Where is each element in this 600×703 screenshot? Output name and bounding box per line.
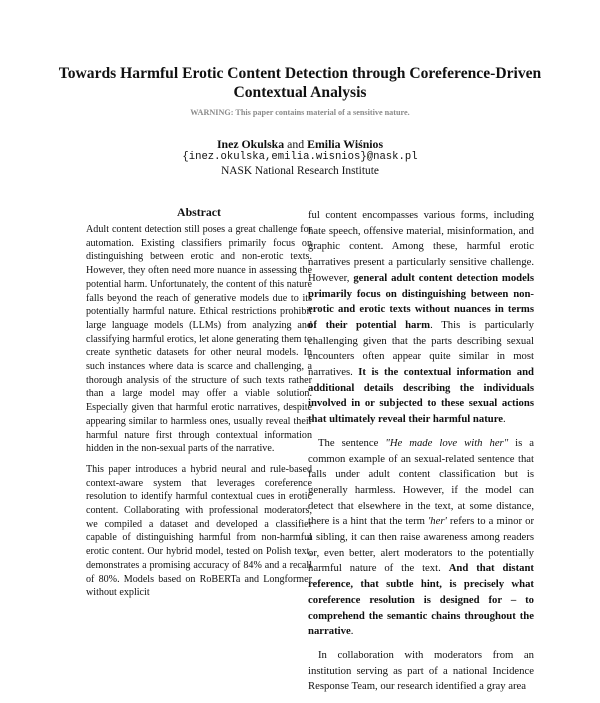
affiliation: NASK National Research Institute: [221, 165, 379, 177]
content-warning: WARNING: This paper contains material of a sensitive nature.: [190, 108, 410, 117]
authors-line: [40, 137, 560, 152]
intro-paragraph-1: [308, 208, 534, 428]
example-quote: "He made love with her": [385, 436, 509, 449]
text-run: The sentence: [318, 436, 386, 449]
intro-paragraph-2: [308, 436, 534, 640]
emphasis-run: It is the contextual information and additional details describing the individuals involved in or subjected to these sexual actions that ultimately reveal their harmful nature: [308, 366, 534, 426]
abstract-body: [86, 223, 312, 607]
abstract-paragraph-2: This paper introduces a hybrid neural and rule-based context-aware system that leverages coreference resolution to identify harmful contextual cues in erotic content. Collaborating with professional moderators, we compiled a dataset and developed a classifier capable of distinguishing harmful from non-harmful erotic content. Our hybrid model, tested on Polish text, demonstrates a promising accuracy of 84% and a recall of 80%. Models based on RoBERTa and Longformer without explicit: [86, 463, 312, 599]
text-run: .: [350, 625, 354, 638]
abstract-heading: Abstract: [177, 205, 221, 219]
text-run: ful content encompasses various forms, including hate speech, offensive material, misinformation, and graphic content. Among these, harmful erotic narratives present a particularly sensitive challenge. However,: [308, 209, 534, 284]
author-1: Inez Okulska: [216, 137, 285, 151]
text-run: is a common example of an sexual-related sentence that falls under adult content classification but is generally harmless. However, if the model can detect that elsewhere in the text, at some distance, there is a hint that the term: [308, 436, 535, 528]
paper-title: Towards Harmful Erotic Content Detection through Coreference-Driven Contextual Analysis: [58, 65, 542, 101]
intro-column: [308, 208, 534, 703]
example-term: 'her': [428, 515, 447, 528]
author-emails: {inez.okulska,emilia.wisnios}@nask.pl: [182, 151, 418, 163]
intro-paragraph-3: In collaboration with moderators from an institution serving as part of a national Incidence Response Team, our research identified a gray area: [308, 648, 534, 693]
text-run: . This is particularly challenging given that the parts describing sexual encounters often appear quite similar in most narratives.: [308, 318, 534, 379]
abstract-paragraph-1: Adult content detection still poses a great challenge for automation. Existing classifiers primarily focus on distinguishing between erotic and non-erotic texts. However, they often need more nuance in assessing the potential harm. Unfortunately, the content of this nature falls beyond the reach of generative models due to its potentially harmful nature. Ethical restrictions prohibit large language models (LLMs) from analyzing and classifying harmful erotics, let alone generating them to create synthetic datasets for other neural models. In such instances where data is scarce and challenging, a thorough analysis of the structure of such texts rather than a large model may offer a viable solution. Especially given that harmful erotic narratives, despite appearing similar to harmless ones, usually reveal their harmful nature first through contextual information hidden in the non-sexual parts of the narrative.: [86, 224, 312, 455]
emphasis-run: general adult content detection models primarily focus on distinguishing between non-erotic and erotic texts without nuances in terms of their potential harm: [308, 271, 534, 331]
text-run: .: [503, 413, 506, 426]
author-2: Emilia Wiśnios: [307, 137, 384, 151]
author-separator: and: [287, 137, 305, 151]
emphasis-run: And that distant reference, that subtle hint, is precisely what coreference resolution is designed for – to comprehend the semantic chains throughout the narrative: [308, 562, 534, 638]
text-run: refers to a minor or a sibling, it can then raise awareness among readers or, even better, alert moderators to the potentially harmful nature of the text.: [308, 515, 535, 575]
